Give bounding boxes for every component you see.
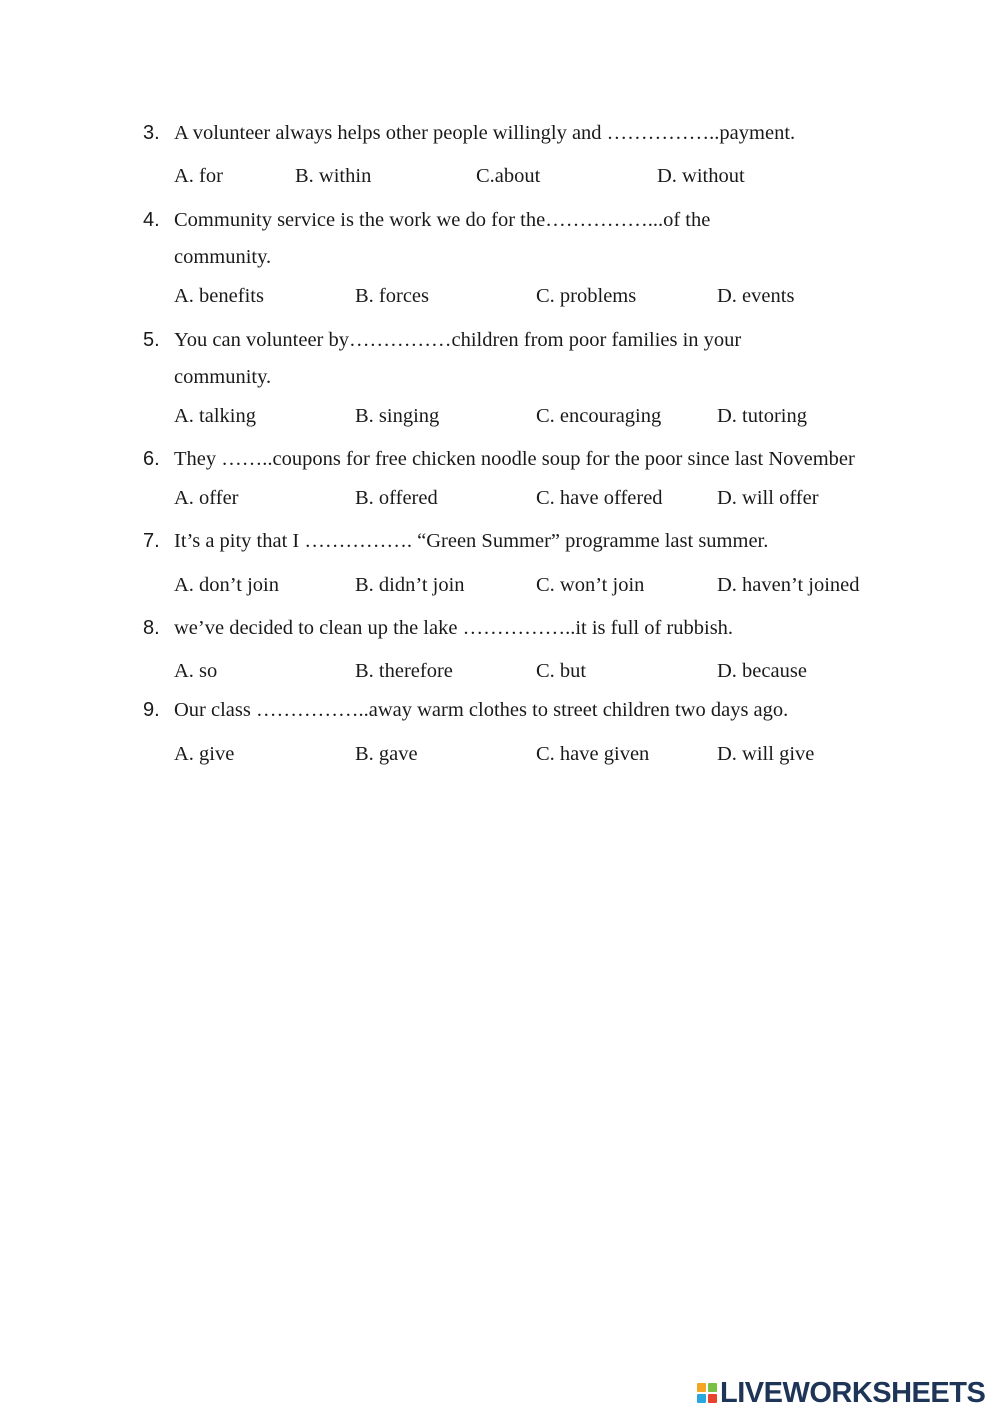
option-d[interactable]: D. will offer: [717, 487, 819, 509]
option-b[interactable]: B. forces: [355, 285, 430, 307]
question-text: we’ve decided to clean up the lake ……………..it is full of rubbish.: [174, 617, 734, 639]
option-a[interactable]: A. offer: [174, 487, 239, 509]
option-d[interactable]: D. haven’t joined: [717, 574, 860, 596]
question-number: 6.: [143, 448, 160, 470]
question-text: They ……..coupons for free chicken noodle soup for the poor since last November: [174, 448, 855, 470]
question-text: You can volunteer by……………children from poor families in your: [174, 329, 742, 351]
option-c[interactable]: C.about: [476, 165, 541, 187]
option-b[interactable]: B. therefore: [355, 660, 453, 682]
option-a[interactable]: A. give: [174, 743, 235, 765]
option-c[interactable]: C. won’t join: [536, 574, 645, 596]
option-b[interactable]: B. gave: [355, 743, 418, 765]
option-a[interactable]: A. for: [174, 165, 223, 187]
question-number: 3.: [143, 122, 160, 144]
logo-mark-square: [708, 1383, 717, 1392]
option-c[interactable]: C. encouraging: [536, 405, 662, 427]
question-text-continued: community.: [174, 366, 272, 388]
question-text: Our class ……………..away warm clothes to street children two days ago.: [174, 699, 789, 721]
option-d[interactable]: D. tutoring: [717, 405, 807, 427]
option-a[interactable]: A. talking: [174, 405, 256, 427]
logo-mark-square: [697, 1394, 706, 1403]
question-number: 9.: [143, 699, 160, 721]
option-b[interactable]: B. offered: [355, 487, 438, 509]
option-a[interactable]: A. benefits: [174, 285, 264, 307]
question-text-continued: community.: [174, 246, 272, 268]
option-a[interactable]: A. don’t join: [174, 574, 279, 596]
option-c[interactable]: C. but: [536, 660, 587, 682]
liveworksheets-logo[interactable]: [697, 1378, 985, 1408]
option-c[interactable]: C. problems: [536, 285, 637, 307]
option-d[interactable]: D. without: [657, 165, 745, 187]
option-b[interactable]: B. within: [295, 165, 372, 187]
logo-mark-square: [708, 1394, 717, 1403]
question-number: 8.: [143, 617, 160, 639]
logo-text: LIVEWORKSHEETS: [720, 1376, 986, 1409]
question-text: A volunteer always helps other people willingly and ……………..payment.: [174, 122, 796, 144]
question-number: 5.: [143, 329, 160, 351]
question-number: 7.: [143, 530, 160, 552]
option-d[interactable]: D. because: [717, 660, 807, 682]
logo-mark-icon: [697, 1383, 717, 1403]
option-d[interactable]: D. events: [717, 285, 795, 307]
option-b[interactable]: B. singing: [355, 405, 440, 427]
logo-mark-square: [697, 1383, 706, 1392]
option-d[interactable]: D. will give: [717, 743, 815, 765]
option-c[interactable]: C. have given: [536, 743, 650, 765]
question-text: Community service is the work we do for the……………...of the: [174, 209, 711, 231]
option-a[interactable]: A. so: [174, 660, 218, 682]
option-b[interactable]: B. didn’t join: [355, 574, 465, 596]
question-text: It’s a pity that I ……………. “Green Summer” programme last summer.: [174, 530, 769, 552]
option-c[interactable]: C. have offered: [536, 487, 663, 509]
question-number: 4.: [143, 209, 160, 231]
